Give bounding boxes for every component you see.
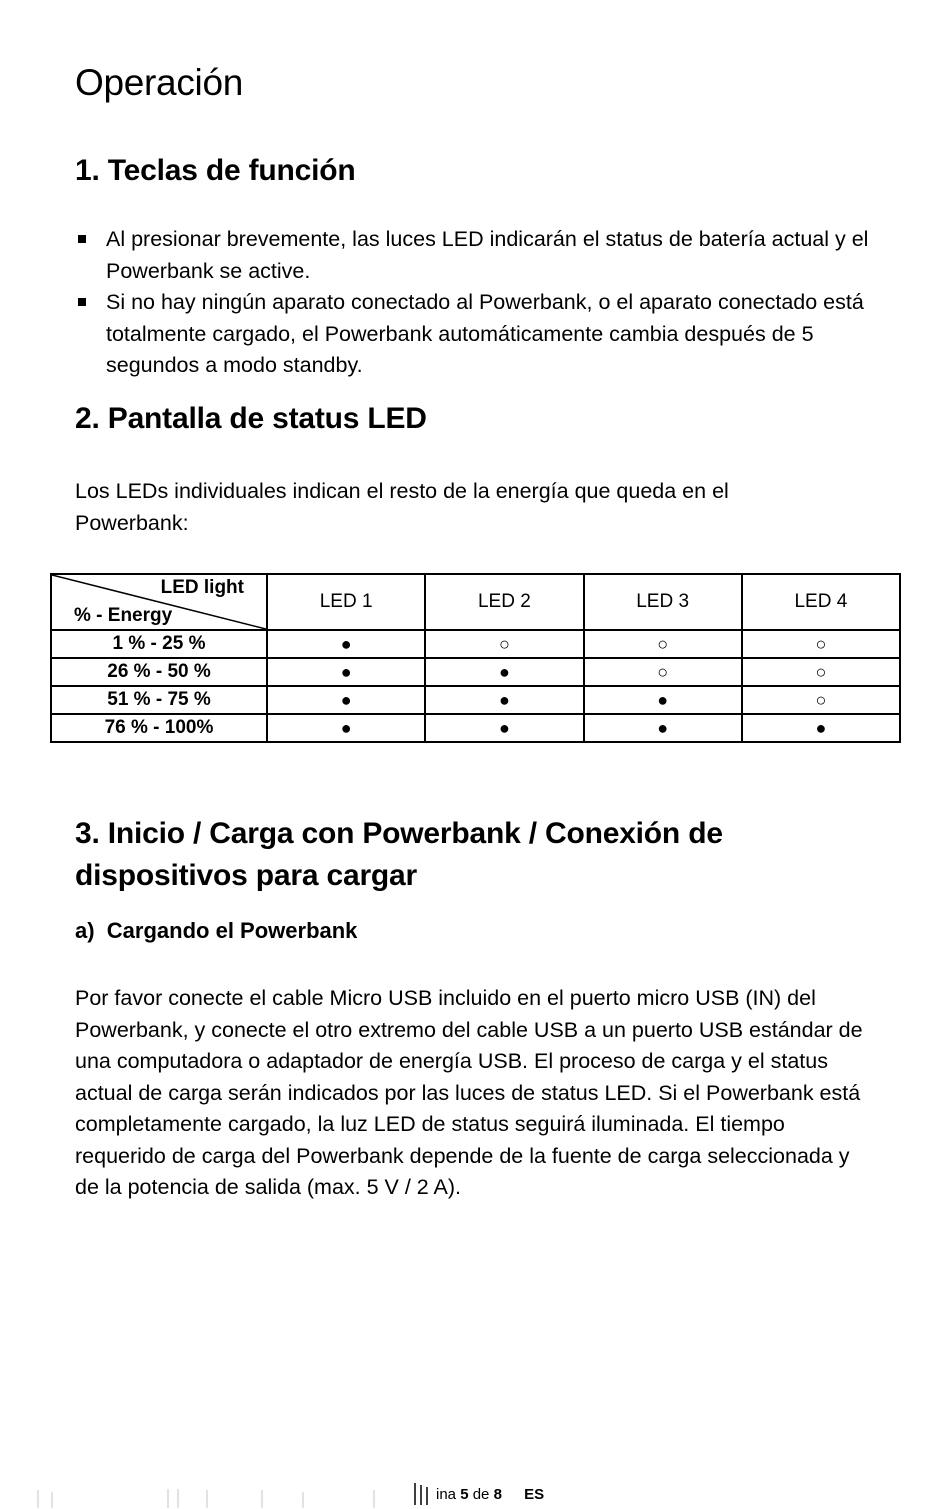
column-header-led3: LED 3 — [584, 574, 742, 630]
page-of: de — [472, 1486, 490, 1503]
energy-range-cell: 76 % - 100% — [51, 714, 267, 742]
led-indicator-cell: ● — [267, 714, 425, 742]
led-indicator-cell: ○ — [742, 658, 900, 686]
subsection-title: Cargando el Powerbank — [106, 918, 358, 943]
led-indicator-cell: ● — [425, 714, 583, 742]
table-header-row — [51, 574, 900, 630]
energy-range-cell: 1 % - 25 % — [51, 630, 267, 658]
led-indicator-cell: ● — [267, 658, 425, 686]
page-footer — [412, 1481, 544, 1505]
led-indicator-cell: ○ — [425, 630, 583, 658]
page-total: 8 — [493, 1486, 502, 1503]
page-title: Operación — [75, 62, 244, 103]
section-heading-line: dispositivos para cargar — [75, 859, 418, 892]
led-indicator-cell: ○ — [742, 630, 900, 658]
bullet-square-icon — [78, 298, 86, 306]
table-row — [51, 686, 900, 714]
corner-label-energy: % - Energy — [74, 605, 173, 626]
subsection-heading — [75, 918, 357, 944]
language-code: ES — [524, 1486, 545, 1503]
led-indicator-cell: ● — [425, 686, 583, 714]
led-indicator-cell: ● — [742, 714, 900, 742]
led-indicator-cell: ○ — [584, 630, 742, 658]
scan-marks-icon — [412, 1481, 434, 1505]
column-header-led1: LED 1 — [267, 574, 425, 630]
page-label-prefix: ina — [436, 1486, 457, 1503]
bullet-square-icon — [78, 235, 86, 243]
section-heading-line: 3. Inicio / Carga con Powerbank / Conexión de — [75, 817, 723, 850]
section-heading-inicio — [75, 813, 723, 897]
led-indicator-cell: ○ — [584, 658, 742, 686]
led-indicator-cell: ● — [267, 630, 425, 658]
list-item: Si no hay ningún aparato conectado al Powerbank, o el aparato conectado está totalmente cargado, el Powerbank automáticamente cambia después de 5 segundos a modo standby. — [75, 287, 875, 382]
section-heading-pantalla: 2. Pantalla de status LED — [75, 402, 427, 435]
led-indicator-cell: ○ — [742, 686, 900, 714]
energy-range-cell: 51 % - 75 % — [51, 686, 267, 714]
page-current: 5 — [460, 1486, 469, 1503]
list-item: Al presionar brevemente, las luces LED indicarán el status de batería actual y el Powerbank se active. — [75, 224, 875, 287]
corner-label-led-light: LED light — [160, 577, 244, 598]
table-corner-cell — [51, 574, 267, 630]
led-indicator-cell: ● — [425, 658, 583, 686]
subsection-label: a) — [75, 918, 95, 943]
table-row — [51, 630, 900, 658]
led-indicator-cell: ● — [584, 686, 742, 714]
function-key-list — [75, 224, 875, 382]
column-header-led4: LED 4 — [742, 574, 900, 630]
charging-instructions: Por favor conecte el cable Micro USB incluido en el puerto micro USB (IN) del Powerbank, y conecte el otro extremo del cable USB a un puerto USB estándar de una computadora o adaptador de energía USB. El proceso de carga y el status actual de carga serán indicados por las luces de status LED. Si el Powerbank está completamente cargado, la luz LED de status seguirá iluminada. El tiempo requerido de carga del Powerbank depende de la fuente de carga seleccionada y de la potencia de salida (max. 5 V / 2 A). — [75, 986, 863, 1199]
section-heading-teclas: 1. Teclas de función — [75, 154, 356, 187]
table-row — [51, 714, 900, 742]
led-status-table — [50, 573, 901, 743]
led-indicator-cell: ● — [584, 714, 742, 742]
led-intro-text: Los LEDs individuales indican el resto de la energía que queda en el Powerbank: — [75, 479, 729, 535]
led-indicator-cell: ● — [267, 686, 425, 714]
table-row — [51, 658, 900, 686]
energy-range-cell: 26 % - 50 % — [51, 658, 267, 686]
column-header-led2: LED 2 — [425, 574, 583, 630]
